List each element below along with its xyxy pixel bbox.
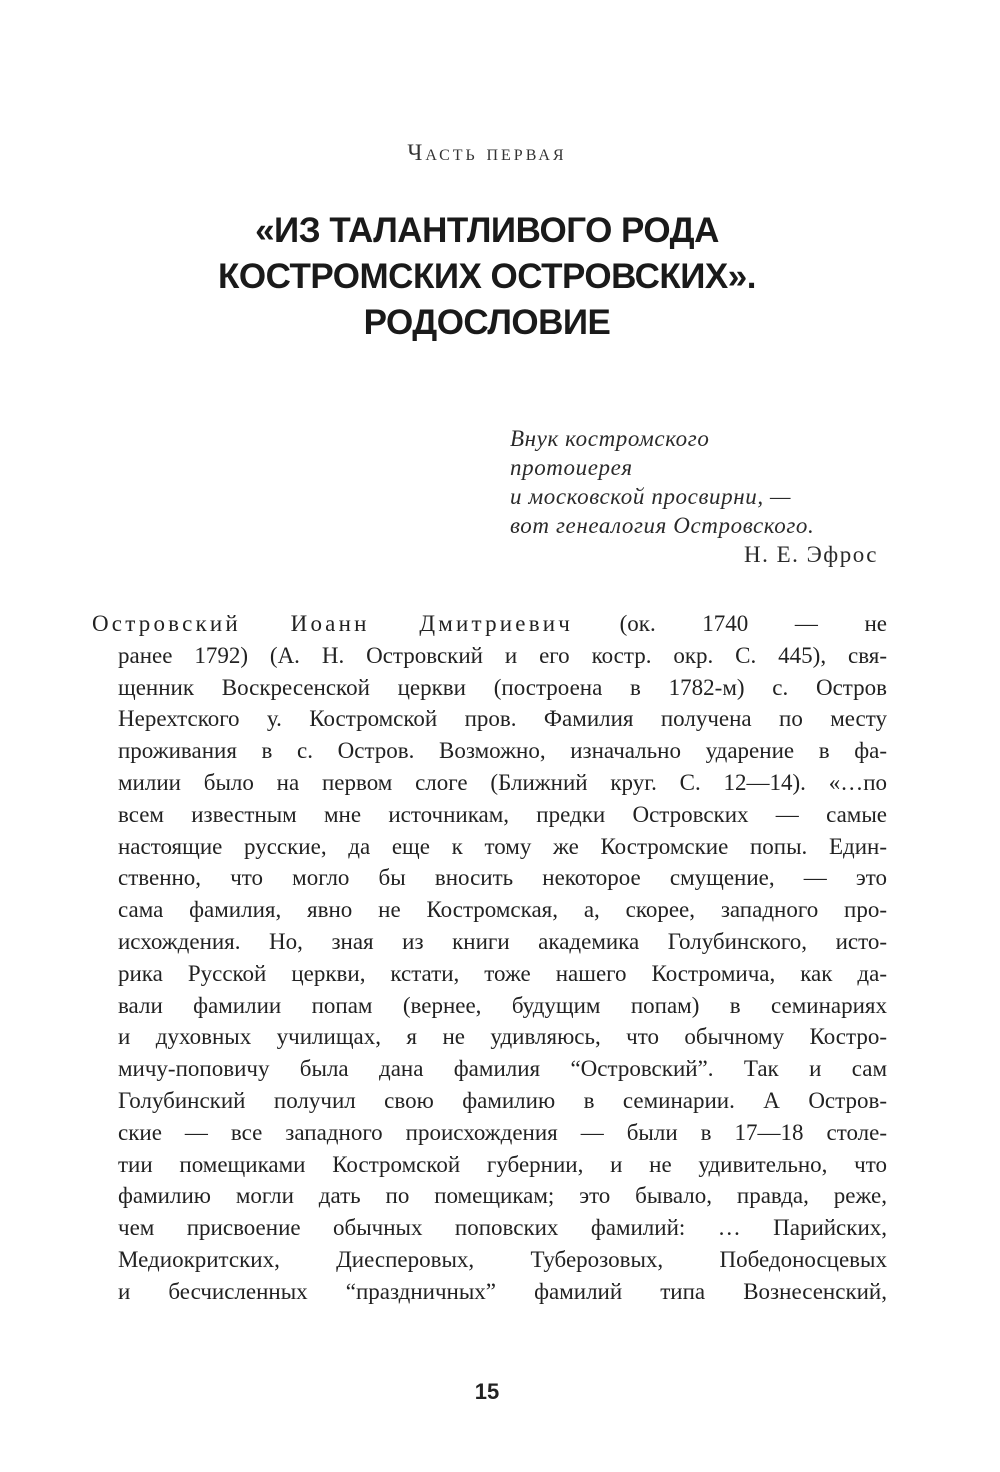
chapter-title-line: РОДОСЛОВИЕ xyxy=(363,303,611,342)
entry-line: милии было на первом слоге (Ближний круг. С. 12—14). «…по xyxy=(118,769,887,795)
entry-headword: Островский Иоанн Дмитриевич xyxy=(92,611,574,636)
epigraph xyxy=(510,424,880,569)
epigraph-line: и московской просвирни, — xyxy=(510,484,792,509)
epigraph-author: Н. Е. Эфрос xyxy=(743,542,878,567)
epigraph-line: протоиерея xyxy=(510,455,633,480)
entry-line: вали фамилии попам (вернее, будущим попам) в семинариях xyxy=(118,992,887,1018)
chapter-title-line: «ИЗ ТАЛАНТЛИВОГО РОДА xyxy=(255,211,719,250)
entry-first-line-text: (ок. 1740 — не xyxy=(573,611,887,636)
entry-line: Голубинский получил свою фамилию в семинарии. А Остров- xyxy=(118,1087,887,1113)
entry-line: проживания в с. Остров. Возможно, изначально ударение в фа- xyxy=(118,738,887,764)
entry-line: тии помещиками Костромской губернии, и не удивительно, что xyxy=(118,1151,887,1177)
dictionary-entry xyxy=(92,608,887,1308)
page-number: 15 xyxy=(474,1379,500,1404)
entry-line: мичу-поповичу была дана фамилия “Островский”. Так и сам xyxy=(118,1056,887,1082)
entry-line: щенник Воскресенской церкви (построена в 1782-м) с. Остров xyxy=(118,674,887,700)
entry-line: сама фамилия, явно не Костромская, а, скорее, западного про- xyxy=(118,897,887,923)
entry-line: чем присвоение обычных поповских фамилий: … Парийских, xyxy=(118,1215,887,1241)
entry-line: исхождения. Но, зная из книги академика Голубинского, исто- xyxy=(118,928,887,954)
entry-line: и бесчисленных “праздничных” фамилий типа Вознесенский, xyxy=(118,1278,887,1304)
entry-line: настоящие русские, да еще к тому же Костромские попы. Един- xyxy=(118,833,887,859)
entry-line: ственно, что могло бы вносить некоторое смущение, — это xyxy=(118,865,887,891)
entry-line: и духовных училищах, я не удивляюсь, что обычному Костро- xyxy=(118,1024,887,1050)
entry-first-line xyxy=(92,608,887,640)
chapter-title-line: КОСТРОМСКИХ ОСТРОВСКИХ». xyxy=(218,257,756,296)
entry-line: Медиокритских, Диесперовых, Туберозовых, Победоносцевых xyxy=(118,1246,887,1272)
chapter-title xyxy=(0,208,974,346)
entry-line: фамилию могли дать по помещикам; это бывало, правда, реже, xyxy=(118,1183,887,1209)
epigraph-line: вот генеалогия Островского. xyxy=(510,513,815,538)
entry-line: рика Русской церкви, кстати, тоже нашего Костромича, как да- xyxy=(118,960,887,986)
entry-line: ские — все западного происхождения — были в 17—18 столе- xyxy=(118,1119,887,1145)
entry-line: ранее 1792) (А. Н. Островский и его костр. окр. С. 445), свя- xyxy=(118,642,887,668)
entry-line: всем известным мне источникам, предки Островских — самые xyxy=(118,801,887,827)
part-label: Часть первая xyxy=(407,140,567,165)
entry-line: Нерехтского у. Костромской пров. Фамилия получена по месту xyxy=(118,706,887,732)
epigraph-line: Внук костромского xyxy=(510,426,710,451)
